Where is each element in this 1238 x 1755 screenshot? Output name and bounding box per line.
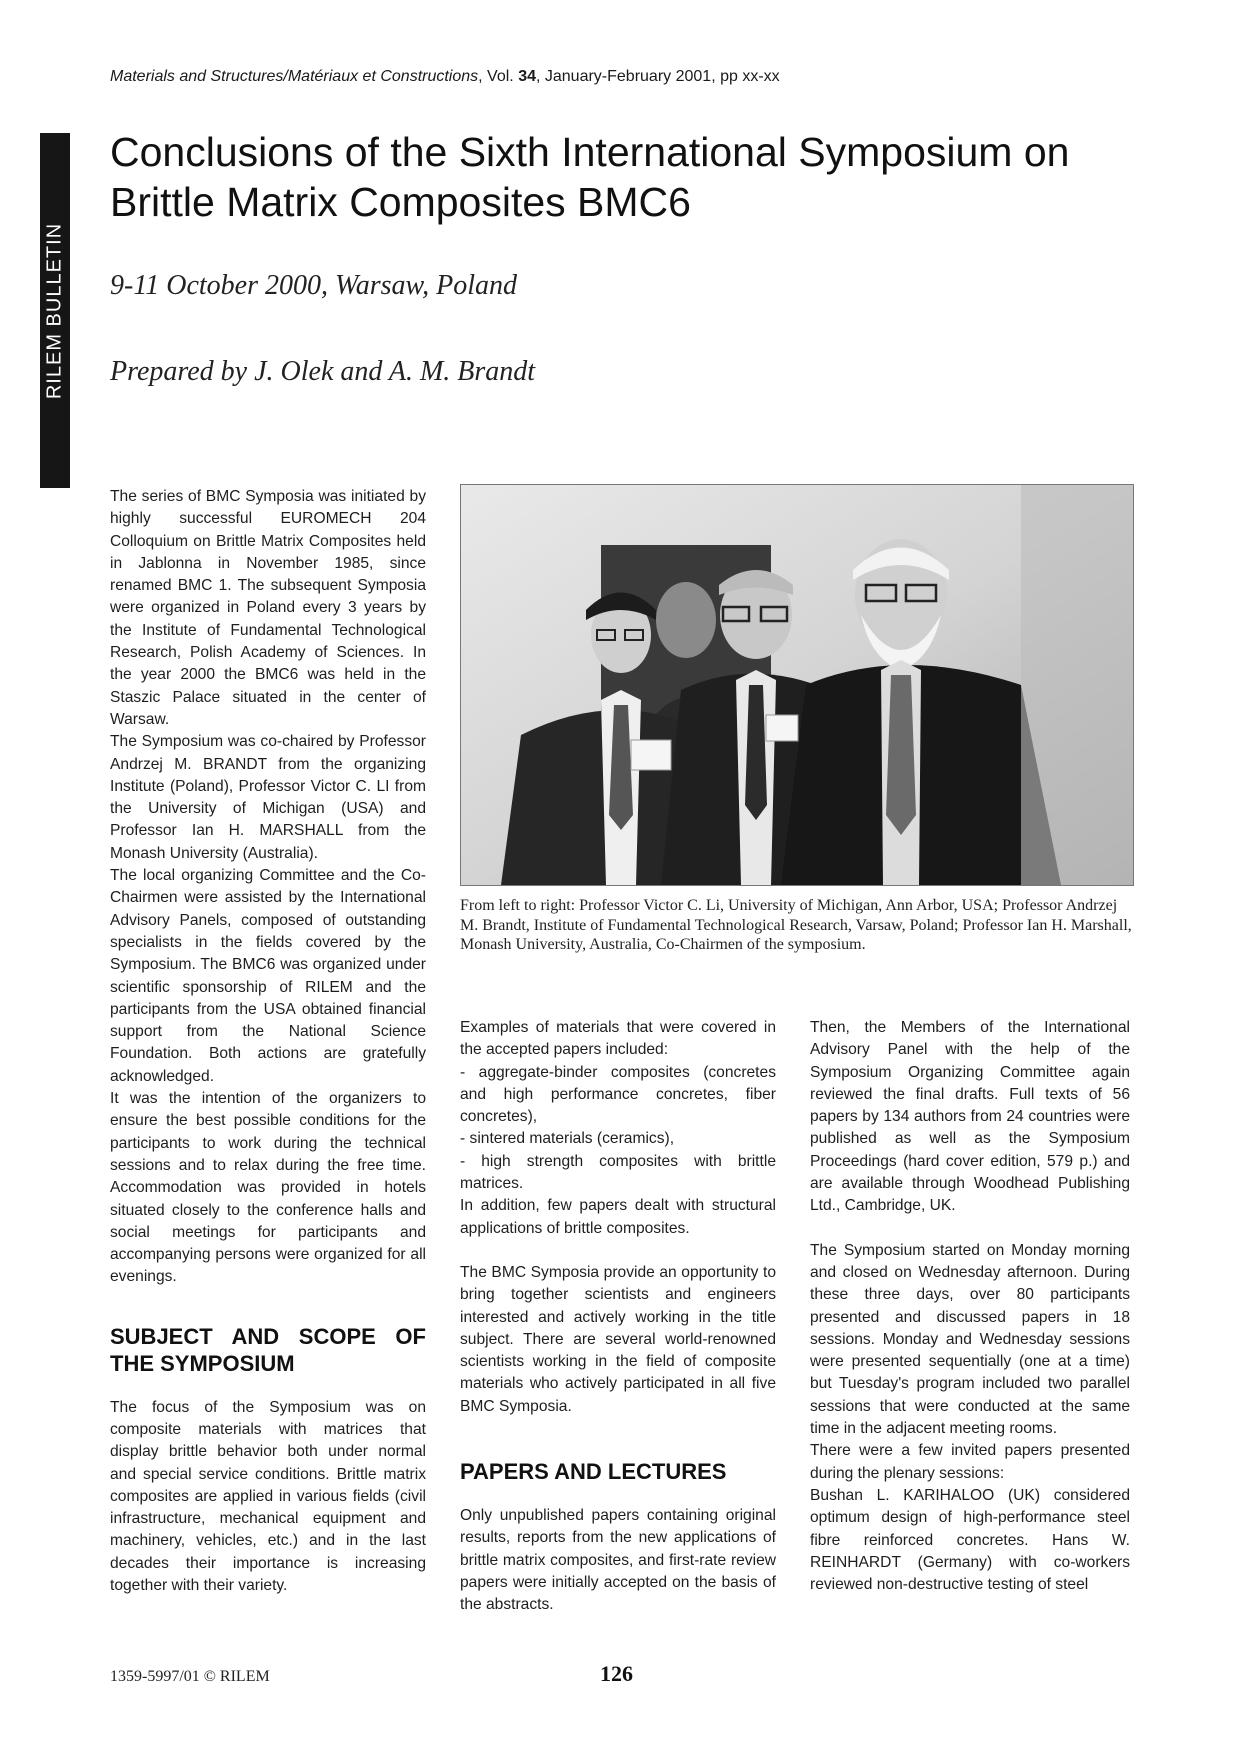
col2-paragraph: In addition, few papers dealt with structural applications of brittle composites. <box>460 1197 776 1237</box>
col2-paragraph: The BMC Symposia provide an opportunity to bring together scientists and engineers interested and actively working in the title subject. There are several world-renowned scientists working in the field of composite materials who actively participated in all five BMC Symposia. <box>460 1263 776 1415</box>
photo-illustration <box>461 485 1133 885</box>
column-3 <box>810 1017 1130 1596</box>
footer-issn: 1359-5997/01 © RILEM <box>110 1668 270 1685</box>
section-heading-papers-lectures: PAPERS AND LECTURES <box>460 1459 727 1485</box>
column-2 <box>460 1017 776 1617</box>
col1-paragraph: The focus of the Symposium was on composite materials with matrices that display brittle behavior both under normal and special service conditions. Brittle matrix composites are applied in various fields (civil infrastructure, mechanical equipment and machinery, vehicles, etc.) and in the last decades their importance is increasing together with their variety. <box>110 1398 426 1595</box>
col3-paragraph: Bushan L. KARIHALOO (UK) considered optimum design of high-performance steel fibre reinforced concretes. Hans W. REINHARDT (Germany) with co-workers reviewed non-destructive testing of steel <box>810 1486 1130 1594</box>
section-heading-subject-scope: SUBJECT AND SCOPE OF THE SYMPOSIUM <box>110 1323 426 1376</box>
col2-paragraph: Examples of materials that were covered in the accepted papers included: <box>460 1019 776 1059</box>
col2-list-item: - high strength composites with brittle matrices. <box>460 1152 776 1193</box>
article-authors: Prepared by J. Olek and A. M. Brandt <box>110 356 536 387</box>
journal-vol-prefix: , Vol. <box>478 68 519 85</box>
col3-paragraph: The Symposium started on Monday morning and closed on Wednesday afternoon. During these three days, over 80 participants presented and discussed papers in 18 sessions. Monday and Wednesday sessions were presented sequentially (one at a time) but Tuesday's program included two parallel sessions that were conducted at the same time in the adjacent meeting rooms. <box>810 1241 1130 1438</box>
col3-paragraph: There were a few invited papers presented during the plenary sessions: <box>810 1442 1130 1482</box>
rilem-bulletin-sidebar <box>40 133 70 488</box>
article-title: Conclusions of the Sixth International Symposium on Brittle Matrix Composites BMC6 <box>110 129 1070 225</box>
col3-paragraph: Then, the Members of the International Advisory Panel with the help of the Symposium Organizing Committee again reviewed the final drafts. Full texts of 56 papers by 134 authors from 24 countries were published as well as the Symposium Proceedings (hard cover edition, 579 p.) and are available through Woodhead Publishing Ltd., Cambridge, UK. <box>810 1019 1130 1215</box>
column-1 <box>110 486 426 1597</box>
photo-caption: From left to right: Professor Victor C. Li, University of Michigan, Ann Arbor, USA; Professor Andrzej M. Brandt, Institute of Fundamental Technological Research, Varsaw, Poland; Professor Ian H. Marshall, Monash University, Australia, Co-Chairmen of the symposium. <box>460 897 1132 953</box>
group-photo <box>460 484 1134 886</box>
page-number: 126 <box>600 1661 633 1686</box>
col2-list-item: - aggregate-binder composites (concretes and high performance concretes, fiber concretes), <box>460 1063 776 1126</box>
col1-paragraph: It was the intention of the organizers to ensure the best possible conditions for the participants to work during the technical sessions and to relax during the free time. Accommodation was provided in hotels situated closely to the conference halls and social meetings for participants and accompanying persons were organized for all evenings. <box>110 1090 426 1286</box>
col2-list-item: - sintered materials (ceramics), <box>460 1130 675 1148</box>
article-subtitle: 9-11 October 2000, Warsaw, Poland <box>110 270 518 301</box>
journal-header <box>110 68 780 86</box>
col1-paragraph: The local organizing Committee and the Co-Chairmen were assisted by the International Advisory Panels, composed of outstanding specialists in the fields covered by the Symposium. The BMC6 was organized under scientific sponsorship of RILEM and the participants from the USA obtained financial support from the National Science Foundation. Both actions are gratefully acknowledged. <box>110 867 426 1085</box>
journal-issue: , January-February 2001, pp xx-xx <box>535 68 780 85</box>
col1-paragraph: The Symposium was co-chaired by Professor Andrzej M. BRANDT from the organizing Institute (Poland), Professor Victor C. LI from the University of Michigan (USA) and Professor Ian H. MARSHALL from the Monash University (Australia). <box>110 733 426 862</box>
col2-paragraph: Only unpublished papers containing original results, reports from the new applications of brittle matrix composites, and first-rate review papers were initially accepted on the basis of the abstracts. <box>460 1507 776 1614</box>
journal-volume: 34 <box>518 68 536 85</box>
col1-paragraph: The series of BMC Symposia was initiated by highly successful EUROMECH 204 Colloquium on Brittle Matrix Composites held in Jablonna in November 1985, since renamed BMC 1. The subsequent Symposia were organized in Poland every 3 years by the Institute of Fundamental Technological Research, Polish Academy of Sciences. In the year 2000 the BMC6 was held in the Staszic Palace situated in the center of Warsaw. <box>110 488 426 728</box>
journal-name: Materials and Structures/Matériaux et Constructions <box>110 68 479 85</box>
sidebar-label: RILEM BULLETIN <box>43 222 66 399</box>
